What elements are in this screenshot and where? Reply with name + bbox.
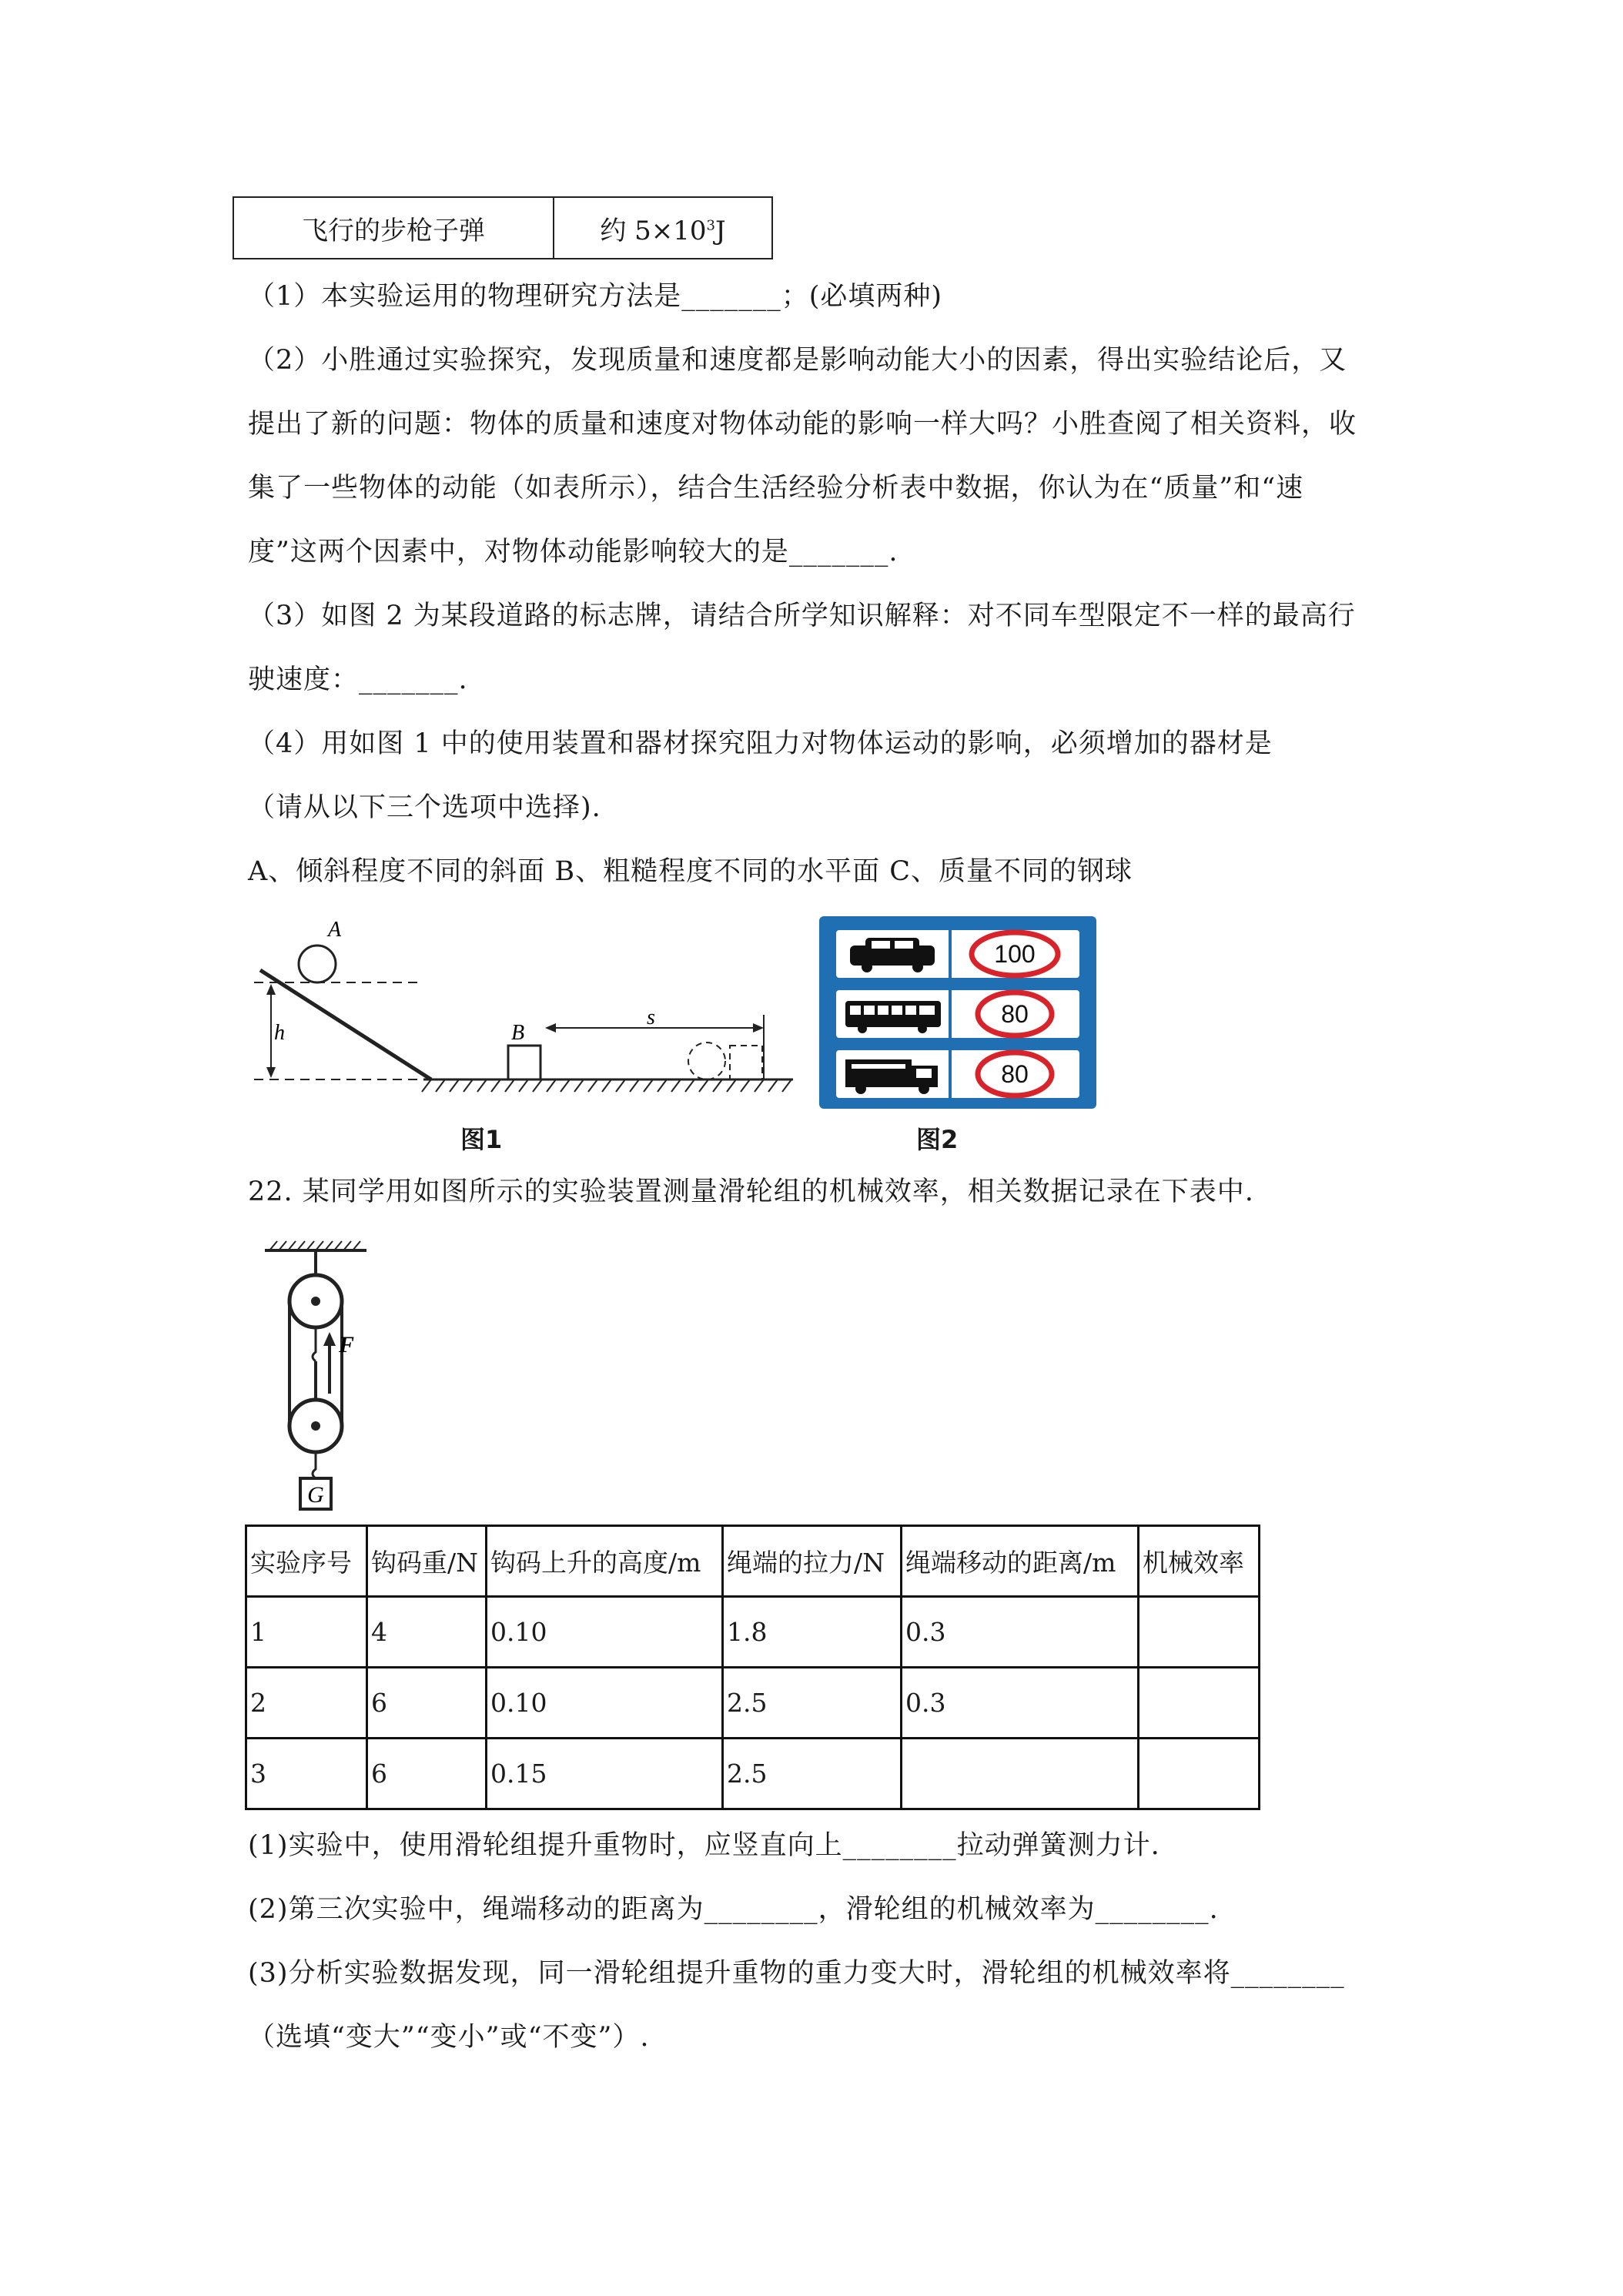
q21-part2-line4: 度”这两个因素中，对物体动能影响较大的是_______. — [248, 537, 899, 567]
table-cell: 3 — [246, 1739, 367, 1809]
table-cell: 6 — [367, 1668, 487, 1739]
table-cell — [902, 1739, 1139, 1809]
figure2-speed-sign — [819, 916, 1096, 1109]
table-cell: 0.10 — [487, 1597, 723, 1668]
figure1-caption: 图1 — [460, 1125, 503, 1154]
block-b — [508, 1046, 540, 1079]
table-header: 实验序号 — [246, 1526, 367, 1597]
q22-sub2: (2)第三次实验中，绳端移动的距离为________，滑轮组的机械效率为________. — [248, 1894, 1219, 1925]
q21-part3-line1: （3）如图 2 为某段道路的标志牌，请结合所学知识解释：对不同车型限定不一样的最高行 — [248, 601, 1356, 631]
q21-options: A、倾斜程度不同的斜面 B、粗糙程度不同的水平面 C、质量不同的钢球 — [248, 856, 1133, 887]
svg-text:100: 100 — [994, 940, 1036, 968]
speed-limit-100 — [972, 932, 1058, 976]
svg-text:80: 80 — [1001, 1000, 1029, 1028]
label-s: s — [647, 1006, 655, 1029]
svg-text:80: 80 — [1001, 1060, 1029, 1088]
table-header: 机械效率 — [1139, 1526, 1260, 1597]
figure1-ramp-diagram — [246, 909, 801, 1093]
speed-limit-80-bus — [978, 992, 1052, 1036]
table-cell: 2.5 — [723, 1739, 902, 1809]
q21-part2-line3: 集了一些物体的动能（如表所示），结合生活经验分析表中数据，你认为在“质量”和“速 — [248, 473, 1304, 504]
q21-part4-line1: （4）用如图 1 中的使用装置和器材探究阻力对物体运动的影响，必须增加的器材是 — [248, 728, 1273, 759]
table-cell — [1139, 1739, 1260, 1809]
energy-table-fragment — [233, 196, 773, 259]
q22-sub3-line2: （选填“变大”“变小”或“不变”）. — [248, 2022, 650, 2053]
table-cell: 0.10 — [487, 1668, 723, 1739]
q21-part3-line2: 驶速度：_______. — [248, 664, 468, 695]
table-cell — [1139, 1668, 1260, 1739]
table-cell-object: 飞行的步枪子弹 — [233, 197, 554, 259]
table-cell: 4 — [367, 1597, 487, 1668]
table-cell: 1.8 — [723, 1597, 902, 1668]
table-cell: 0.3 — [902, 1668, 1139, 1739]
table-header: 绳端的拉力/N — [723, 1526, 902, 1597]
table-cell: 6 — [367, 1739, 487, 1809]
table-cell: 0.15 — [487, 1739, 723, 1809]
table-cell: 0.3 — [902, 1597, 1139, 1668]
speed-limit-80-truck — [978, 1053, 1052, 1096]
q21-part4-line2: （请从以下三个选项中选择). — [248, 792, 601, 823]
table-header: 钩码重/N — [367, 1526, 487, 1597]
label-a: A — [328, 918, 342, 942]
ball-a — [299, 946, 336, 982]
label-b: B — [511, 1021, 525, 1045]
label-g: G — [307, 1482, 324, 1508]
figure2-caption: 图2 — [916, 1125, 959, 1154]
pulley-data-table — [245, 1525, 1260, 1810]
q21-part2-line2: 提出了新的问题：物体的质量和速度对物体动能的影响一样大吗？小胜查阅了相关资料，收 — [248, 409, 1357, 440]
table-row — [246, 1739, 1260, 1809]
q22-stem: 22. 某同学用如图所示的实验装置测量滑轮组的机械效率，相关数据记录在下表中. — [248, 1176, 1254, 1207]
q21-part2-line1: （2）小胜通过实验探究，发现质量和速度都是影响动能大小的因素，得出实验结论后，又 — [248, 345, 1347, 376]
label-h: h — [274, 1021, 285, 1045]
table-cell — [1139, 1597, 1260, 1668]
table-header-row — [246, 1526, 1260, 1597]
table-cell: 2 — [246, 1668, 367, 1739]
table-cell: 2.5 — [723, 1668, 902, 1739]
table-cell-energy: 约 $5\times 10^3J$ — [554, 197, 772, 259]
q22-sub3-line1: (3)分析实验数据发现，同一滑轮组提升重物的重力变大时，滑轮组的机械效率将________ — [248, 1958, 1345, 1989]
table-row — [246, 1668, 1260, 1739]
q22-sub1: (1)实验中，使用滑轮组提升重物时，应竖直向上________拉动弹簧测力计. — [248, 1830, 1160, 1861]
pulley-system-diagram — [262, 1240, 377, 1513]
table-header: 绳端移动的距离/m — [902, 1526, 1139, 1597]
table-cell: 1 — [246, 1597, 367, 1668]
label-f: F — [339, 1332, 355, 1357]
table-header: 钩码上升的高度/m — [487, 1526, 723, 1597]
q21-part1: （1）本实验运用的物理研究方法是_______；(必填两种) — [248, 281, 943, 312]
table-row — [246, 1597, 1260, 1668]
